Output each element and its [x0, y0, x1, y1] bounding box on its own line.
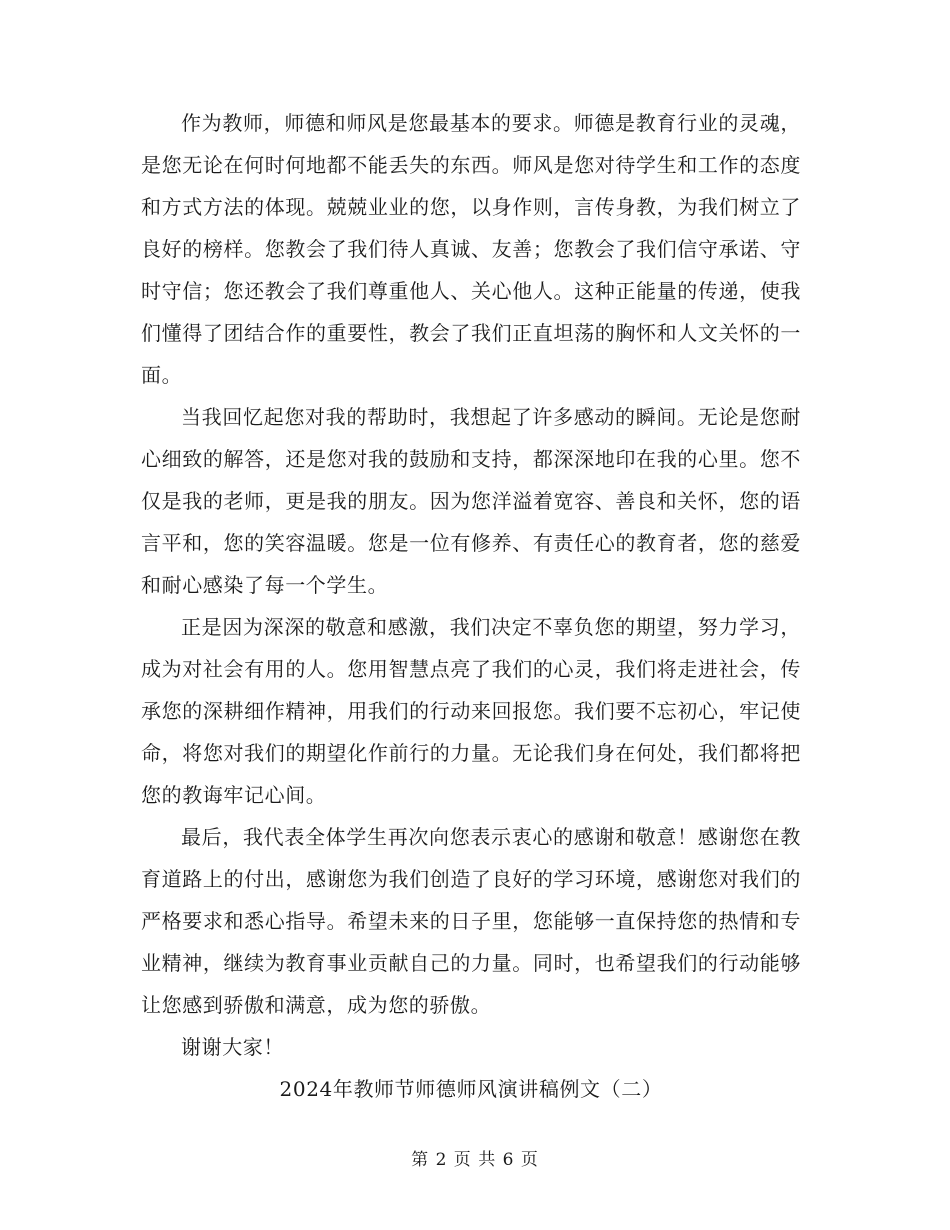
paragraph-2: 当我回忆起您对我的帮助时，我想起了许多感动的瞬间。无论是您耐心细致的解答，还是您对我的鼓励和支持，都深深地印在我的心里。您不仅是我的老师，更是我的朋友。因为您洋溢着宽容、善良和关怀，您的语言平和，您的笑容温暖。您是一位有修养、有责任心的教育者，您的慈爱和耐心感染了每一个学生。 — [141, 405, 801, 597]
section-title: 2024年教师节师德师风演讲稿例文（二） — [279, 1077, 663, 1101]
paragraph-3: 正是因为深深的敬意和感激，我们决定不辜负您的期望，努力学习，成为对社会有用的人。您用智慧点亮了我们的心灵，我们将走进社会，传承您的深耕细作精神，用我们的行动来回报您。我们要不忘初心，牢记使命，将您对我们的期望化作前行的力量。无论我们身在何处，我们都将把您的教诲牢记心间。 — [141, 615, 801, 807]
page-number-footer: 第 2 页 共 6 页 — [411, 1150, 539, 1170]
closing-line: 谢谢大家！ — [181, 1035, 284, 1059]
document-body — [141, 102, 801, 1110]
paragraph-1: 作为教师，师德和师风是您最基本的要求。师德是教育行业的灵魂，是您无论在何时何地都不能丢失的东西。师风是您对待学生和工作的态度和方式方法的体现。兢兢业业的您，以身作则，言传身教，为我们树立了良好的榜样。您教会了我们待人真诚、友善；您教会了我们信守承诺、守时守信；您还教会了我们尊重他人、关心他人。这种正能量的传递，使我们懂得了团结合作的重要性，教会了我们正直坦荡的胸怀和人文关怀的一面。 — [141, 111, 801, 387]
paragraph-4: 最后，我代表全体学生再次向您表示衷心的感谢和敬意！感谢您在教育道路上的付出，感谢您为我们创造了良好的学习环境，感谢您对我们的严格要求和悉心指导。希望未来的日子里，您能够一直保持您的热情和专业精神，继续为教育事业贡献自己的力量。同时，也希望我们的行动能够让您感到骄傲和满意，成为您的骄傲。 — [141, 825, 801, 1017]
